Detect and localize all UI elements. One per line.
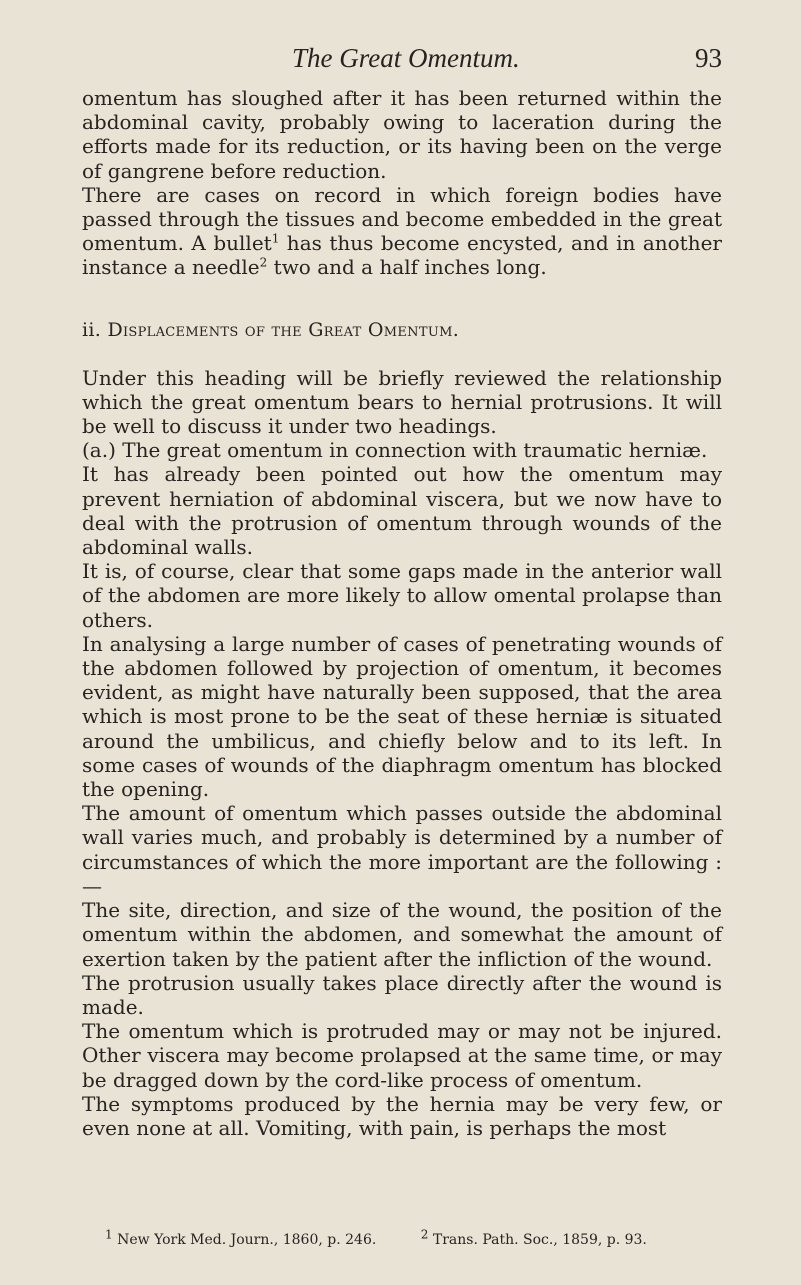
paragraph-1 <box>82 86 722 183</box>
section-title: Displacements of the Great Omentum. <box>107 318 460 341</box>
paragraph-2 <box>82 183 722 280</box>
paragraph-3: Under this heading will be briefly reviewed the relationship which the great omentum bears to hernial protrusions. It will be well to discuss it under two headings. <box>82 365 722 439</box>
footnotes <box>105 1227 745 1249</box>
paragraph-9: The site, direction, and size of the wound, the position of the omentum within the abdomen, and somewhat the amount of exertion taken by the patient after the infliction of the wound. <box>82 898 722 971</box>
running-title: The Great Omentum. <box>292 43 520 73</box>
paragraph-11: The omentum which is protruded may or may not be injured. Other viscera may become prolapsed at the same time, or may be dragged down by the cord-like process of omentum. <box>82 1019 722 1092</box>
page-number: 93 <box>695 43 722 73</box>
paragraph-7: In analysing a large number of cases of penetrating wounds of the abdomen followed by projection of omentum, it becomes evident, as might have naturally been supposed, that the area which is most prone to be the seat of these herniæ is situated around the umbilicus, and chiefly below and to its left. In some cases of wounds of the diaphragm omentum has blocked the opening. <box>82 631 722 802</box>
footnote-ref-1: 1 <box>271 231 280 246</box>
paragraph-8: The amount of omentum which passes outside the abdominal wall varies much, and probably is determined by a number of circumstances of which the more important are the following :— <box>82 801 722 898</box>
body-text <box>82 86 722 1140</box>
paragraph-2-text-a: There are cases on record in which foreign bodies have passed through the tissues and become embedded in the great omentum. A bullet <box>82 182 722 256</box>
running-head <box>82 40 722 76</box>
paragraph-4: (a.) The great omentum in connection with traumatic herniæ. <box>82 438 708 463</box>
footnote-1-text: New York Med. Journ., 1860, p. 246. <box>117 1232 377 1248</box>
footnote-2-text: Trans. Path. Soc., 1859, p. 93. <box>432 1232 647 1248</box>
section-numeral: ii. <box>82 318 102 341</box>
paragraph-5: It has already been pointed out how the omentum may prevent herniation of abdominal viscera, but we now have to deal with the protrusion of omentum through wounds of the abdominal walls. <box>82 462 722 560</box>
footnote-2-mark: 2 <box>420 1227 429 1242</box>
section-heading <box>82 316 722 344</box>
footnote-1 <box>105 1227 377 1249</box>
footnote-2 <box>420 1227 647 1249</box>
paragraph-12: The symptoms produced by the hernia may be very few, or even none at all. Vomiting, with pain, is perhaps the most <box>82 1091 722 1140</box>
paragraph-2-text-b: has thus become encysted, and in another instance a needle <box>82 231 722 280</box>
paragraph-10: The protrusion usually takes place directly after the wound is made. <box>82 970 722 1019</box>
footnote-1-mark: 1 <box>105 1227 113 1242</box>
paragraph-1-text: omentum has sloughed after it has been returned within the abdominal cavity, probably owing to laceration during the efforts made for its reduction, or its having been on the verge of gangrene before reduction. <box>82 86 722 183</box>
paragraph-2-text-c: two and a half inches long. <box>267 255 547 280</box>
footnote-ref-2: 2 <box>259 255 268 270</box>
paragraph-6: It is, of course, clear that some gaps made in the anterior wall of the abdomen are more likely to allow omental prolapse than others. <box>82 559 722 632</box>
